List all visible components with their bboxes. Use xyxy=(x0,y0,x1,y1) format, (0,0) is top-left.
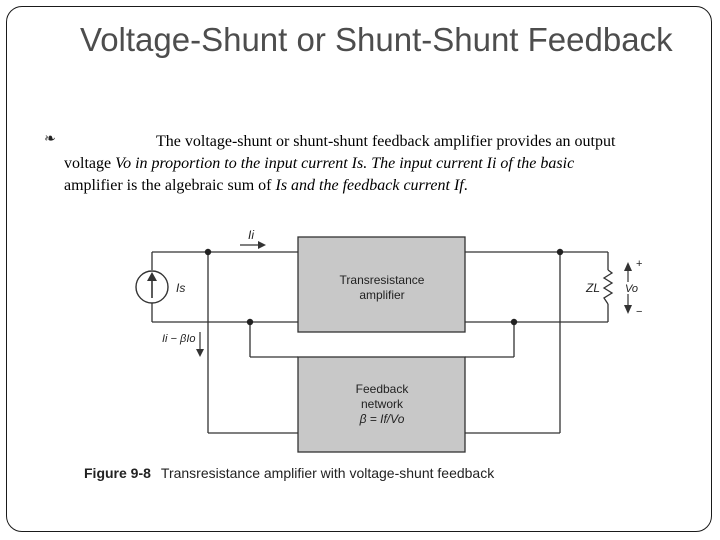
caption-figure-number: Figure 9-8 xyxy=(84,465,151,481)
label-source-current: Is xyxy=(176,281,186,295)
load-resistor-icon xyxy=(604,270,612,304)
feedback-current-arrow-icon xyxy=(196,332,204,357)
paragraph-period: . xyxy=(463,177,468,194)
label-plus: + xyxy=(636,258,643,270)
bullet-dingbat-icon: ❧ xyxy=(44,131,56,147)
paragraph-voltage: voltage xyxy=(64,155,112,172)
slide-title: Voltage-Shunt or Shunt-Shunt Feedback xyxy=(80,21,673,58)
label-minus: − xyxy=(636,306,643,318)
current-source-icon xyxy=(136,271,168,303)
label-output-voltage: Vo xyxy=(625,283,639,295)
paragraph-feedback-current: Is and the feedback current If xyxy=(275,177,464,194)
amplifier-label-line1: Transresistance xyxy=(339,273,425,287)
feedback-label-line1: Feedback xyxy=(355,382,409,396)
caption-text: Transresistance amplifier with voltage-shunt feedback xyxy=(160,465,495,481)
label-load: ZL xyxy=(586,281,601,295)
paragraph-sum: amplifier is the algebraic sum of xyxy=(64,177,272,194)
feedback-label-line2: network xyxy=(360,397,404,411)
paragraph-proportion: Vo in proportion to the input current Is. The input current Ii of the basic xyxy=(115,155,575,172)
figure-caption xyxy=(84,465,494,481)
input-current-arrow-icon xyxy=(240,241,266,249)
paragraph-sentence-1: The voltage-shunt or shunt-shunt feedback amplifier provides an output xyxy=(156,133,616,150)
label-feedback-current: Ii − βIo xyxy=(162,333,196,345)
amplifier-label-line2: amplifier xyxy=(359,288,405,302)
label-input-current: Ii xyxy=(248,228,254,242)
feedback-beta-formula: β = If/Vo xyxy=(359,412,405,426)
